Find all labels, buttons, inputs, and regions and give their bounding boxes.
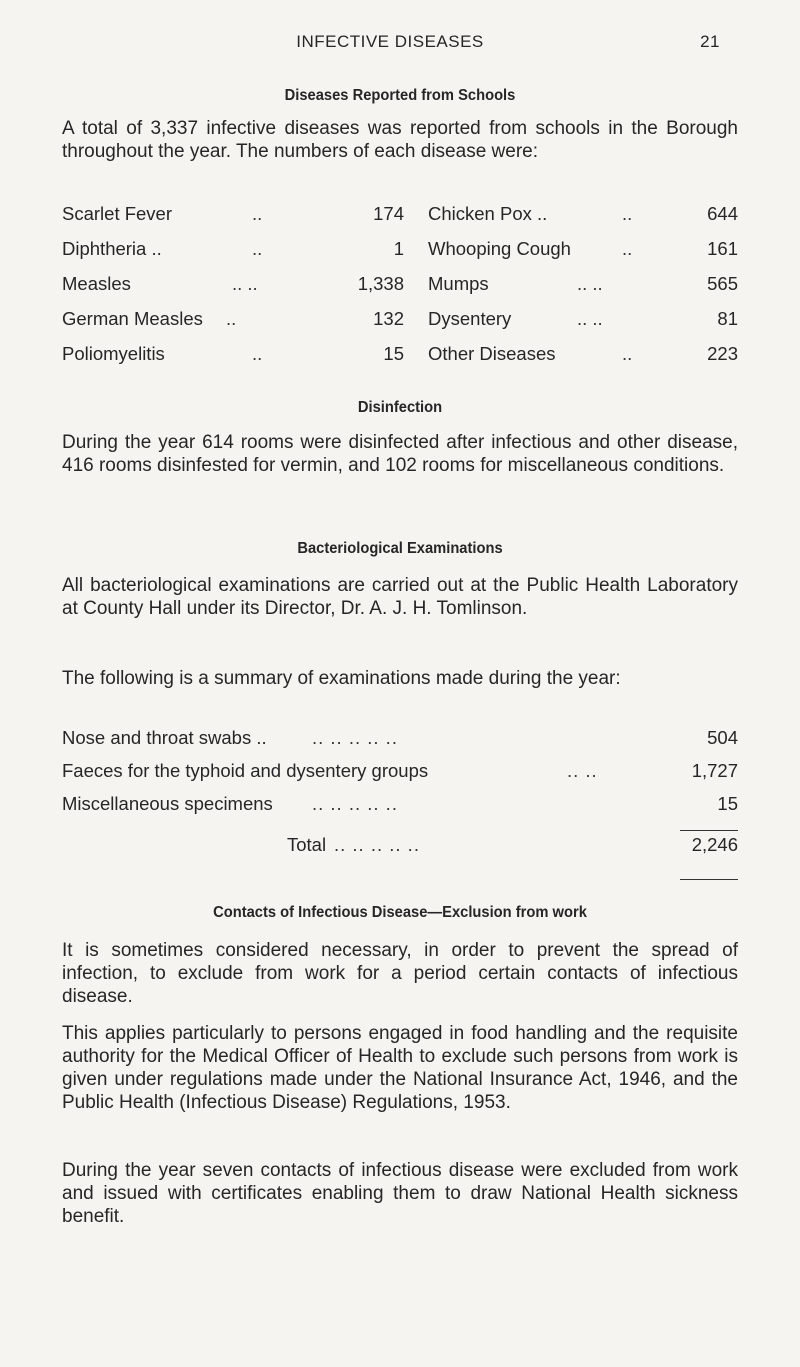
dot-leader: .. .. .. .. .. xyxy=(312,727,398,748)
disease-name: German Measles xyxy=(62,308,203,329)
dot-leader: .. xyxy=(622,343,633,364)
bacteriological-text-2: The following is a summary of examinations made during the year: xyxy=(62,668,621,689)
exam-label: Miscellaneous specimens xyxy=(62,793,273,814)
disease-name: Other Diseases xyxy=(428,343,556,364)
disease-table xyxy=(62,203,738,378)
dot-leader: .. .. .. .. .. xyxy=(312,793,398,814)
dot-leader: .. xyxy=(226,308,237,329)
disease-name: Chicken Pox .. xyxy=(428,203,548,224)
disease-count: 644 xyxy=(707,203,738,224)
dot-leader: .. xyxy=(252,238,263,259)
disease-row xyxy=(62,273,738,308)
contacts-paragraph-2: This applies particularly to persons engaged in food handling and the requisite authority for the Medical Officer of Health to exclude such persons from work is given under regulations made under the National Insurance Act, 1946, and the Public Health (Infectious Disease) Regulations, 1953. xyxy=(62,1023,738,1113)
disease-name: Measles xyxy=(62,273,131,294)
disease-name: Poliomyelitis xyxy=(62,343,165,364)
exam-label: Faeces for the typhoid and dysentery groups xyxy=(62,760,429,781)
disinfection-text: During the year 614 rooms were disinfected after infectious and other disease, 416 rooms disinfested for vermin, and 102 rooms for miscellaneous conditions. xyxy=(62,432,738,476)
disease-count: 174 xyxy=(373,203,404,224)
page-number: 21 xyxy=(700,32,720,51)
bacteriological-heading: Bacteriological Examinations xyxy=(297,540,503,557)
examinations-table xyxy=(62,727,738,867)
dot-leader: .. xyxy=(622,238,633,259)
dot-leader: .. xyxy=(252,343,263,364)
total-count: 2,246 xyxy=(691,834,738,855)
disease-name: Diphtheria .. xyxy=(62,238,162,259)
dot-leader: .. .. xyxy=(577,308,603,329)
exam-total-row xyxy=(62,834,738,867)
disease-count: 132 xyxy=(373,308,404,329)
dot-leader: .. .. xyxy=(577,273,603,294)
contacts-paragraph-3: During the year seven contacts of infectious disease were excluded from work and issued with certificates enabling them to draw National Health sickness benefit. xyxy=(62,1160,738,1227)
disease-count: 81 xyxy=(717,308,738,329)
disease-row xyxy=(62,203,738,238)
dot-leader: .. .. xyxy=(567,760,598,781)
disease-count: 1 xyxy=(393,238,404,259)
bacteriological-text-1: All bacteriological examinations are carried out at the Public Health Laboratory at County Hall under its Director, Dr. A. J. H. Tomlinson. xyxy=(62,575,738,619)
disease-count: 223 xyxy=(707,343,738,364)
running-title: INFECTIVE DISEASES xyxy=(296,32,484,51)
total-rule-bottom xyxy=(680,879,738,880)
exam-count: 504 xyxy=(707,727,738,748)
disease-count: 15 xyxy=(383,343,404,364)
disease-count: 161 xyxy=(707,238,738,259)
disease-name: Whooping Cough xyxy=(428,238,571,259)
disease-row xyxy=(62,238,738,273)
exam-row xyxy=(62,760,738,793)
disease-name: Scarlet Fever xyxy=(62,203,173,224)
contacts-paragraph-1: It is sometimes considered necessary, in order to prevent the spread of infection, to exclude from work for a period certain contacts of infectious disease. xyxy=(62,940,738,1007)
disease-row xyxy=(62,343,738,378)
total-rule-top xyxy=(680,830,738,831)
dot-leader: .. .. xyxy=(232,273,258,294)
disease-name: Mumps xyxy=(428,273,489,294)
disease-count: 565 xyxy=(707,273,738,294)
exam-count: 1,727 xyxy=(691,760,738,781)
total-label: Total xyxy=(287,834,327,855)
dot-leader: .. xyxy=(622,203,633,224)
contacts-heading: Contacts of Infectious Disease—Exclusion from work xyxy=(213,904,587,921)
disease-row xyxy=(62,308,738,343)
schools-heading: Diseases Reported from Schools xyxy=(284,87,516,104)
dot-leader: .. xyxy=(252,203,263,224)
exam-row xyxy=(62,727,738,760)
disinfection-heading: Disinfection xyxy=(357,399,443,416)
schools-intro: A total of 3,337 infective diseases was reported from schools in the Borough throughout the year. The numbers of each disease were: xyxy=(62,118,738,162)
exam-row xyxy=(62,793,738,826)
disease-name: Dysentery xyxy=(428,308,512,329)
exam-label: Nose and throat swabs .. xyxy=(62,727,267,748)
disease-count: 1,338 xyxy=(357,273,404,294)
dot-leader: .. .. .. .. .. xyxy=(334,834,420,855)
exam-count: 15 xyxy=(717,793,738,814)
